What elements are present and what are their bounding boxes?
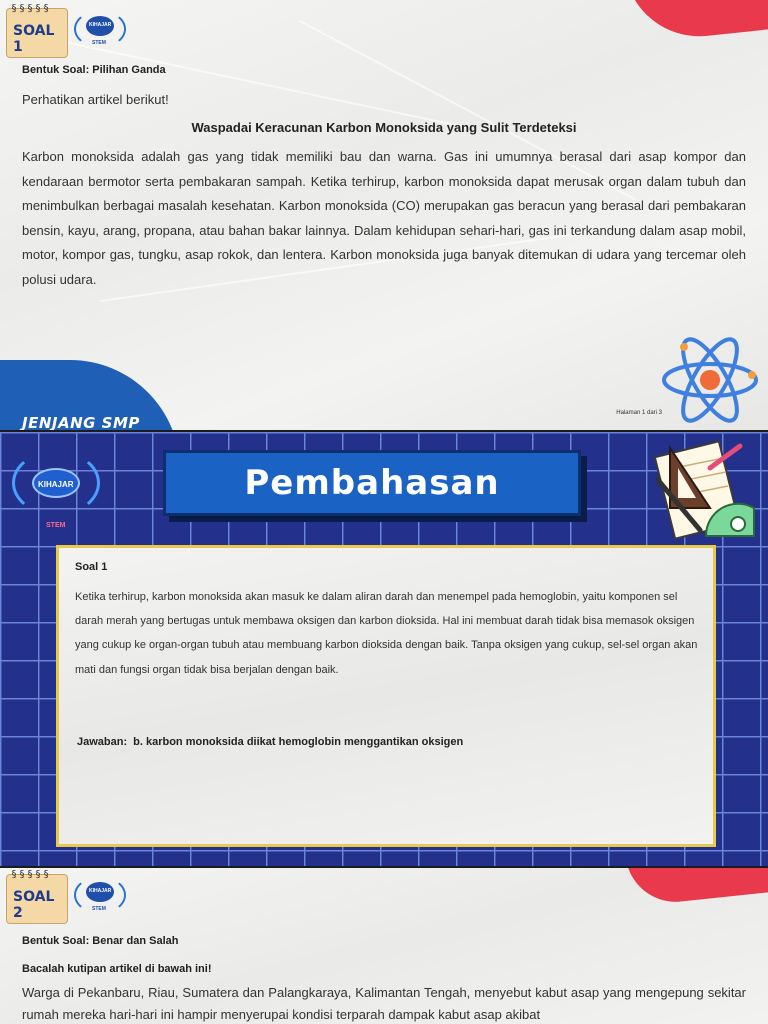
answer-label: Jawaban: [77,736,128,748]
atom-icon [660,335,760,425]
soal-badge [6,869,68,924]
red-corner-shape [625,0,768,44]
article-body: Karbon monoksida adalah gas yang tidak memiliki bau dan warna. Gas ini umumnya berasal dari asap kompor dan kendaraan bermotor serta pembakaran sampah. Ketika terhirup, karbon monoksida dapat merusak organ dalam tubuh dan menimbulkan berbagai masalah kesehatan. Karbon monoksida (CO) merupakan gas beracun yang berasal dari pembakaran bensin, kayu, arang, propana, atau bahan bakar lainnya. Dalam kehidupan sehari-hari, gas ini terkandung dalam asap mobil, motor, kompor gas, tungku, asap rokok, dan lentera. Karbon monoksida juga banyak ditemukan di udara yang tercemar oleh polusi udara. [22,149,746,287]
question-intro: Bacalah kutipan artikel di bawah ini! [22,963,212,975]
pembahasan-banner [163,450,581,516]
kihajar-logo-icon: KIHAJAR STEM [72,874,128,918]
answer-row [77,736,463,748]
question-intro: Perhatikan artikel berikut! [22,92,169,107]
question-type: Bentuk Soal: Benar dan Salah [22,935,179,947]
answer-text: b. karbon monoksida diikat hemoglobin menggantikan oksigen [133,736,464,748]
soal-2-page [0,866,768,1024]
math-tools-icon [650,438,760,542]
banner-title: Pembahasan [244,463,500,503]
soal-badge-label: SOAL 1 [13,23,55,55]
soal-badge [6,3,68,58]
soal-badge-label: SOAL 2 [13,889,55,921]
question-type: Bentuk Soal: Pilihan Ganda [22,64,166,76]
kihajar-logo-icon: KIHAJAR STEM [72,8,128,52]
soal-label: Soal 1 [75,561,108,573]
article-title: Waspadai Keracunan Karbon Monoksida yang Sulit Terdeteksi [191,120,577,135]
red-corner-shape [626,866,768,907]
page-number: Halaman 1 dari 3 [616,410,662,416]
soal-1-page [0,0,768,432]
kihajar-logo-icon: KIHAJAR STEM [8,444,104,524]
pembahasan-page [0,432,768,866]
pembahasan-card [56,545,716,847]
notebook-rings-icon: §§§§§ [11,869,52,880]
paper-crease [60,40,471,129]
article-body: Warga di Pekanbaru, Riau, Sumatera dan Palangkaraya, Kalimantan Tengah, menyebut kabut asap yang mengepung sekitar rumah mereka hari-hari ini hampir menyerupai kondisi terparah dampak kabut asap akibat [22,985,746,1022]
notebook-rings-icon: §§§§§ [11,3,52,14]
level-label: JENJANG SMP [22,414,140,432]
explanation-text: Ketika terhirup, karbon monoksida akan masuk ke dalam aliran darah dan menempel pada hemoglobin, yaitu komponen sel darah merah yang bertugas untuk membawa oksigen dan karbon dioksida. Hal ini membuat darah tidak bisa memasok oksigen yang cukup ke organ-organ tubuh atau membuang karbon dioksida dengan baik. Tanpa oksigen yang cukup, sel-sel organ akan mati dan fungsi organ tidak bisa berjalan dengan baik. [75,591,698,676]
